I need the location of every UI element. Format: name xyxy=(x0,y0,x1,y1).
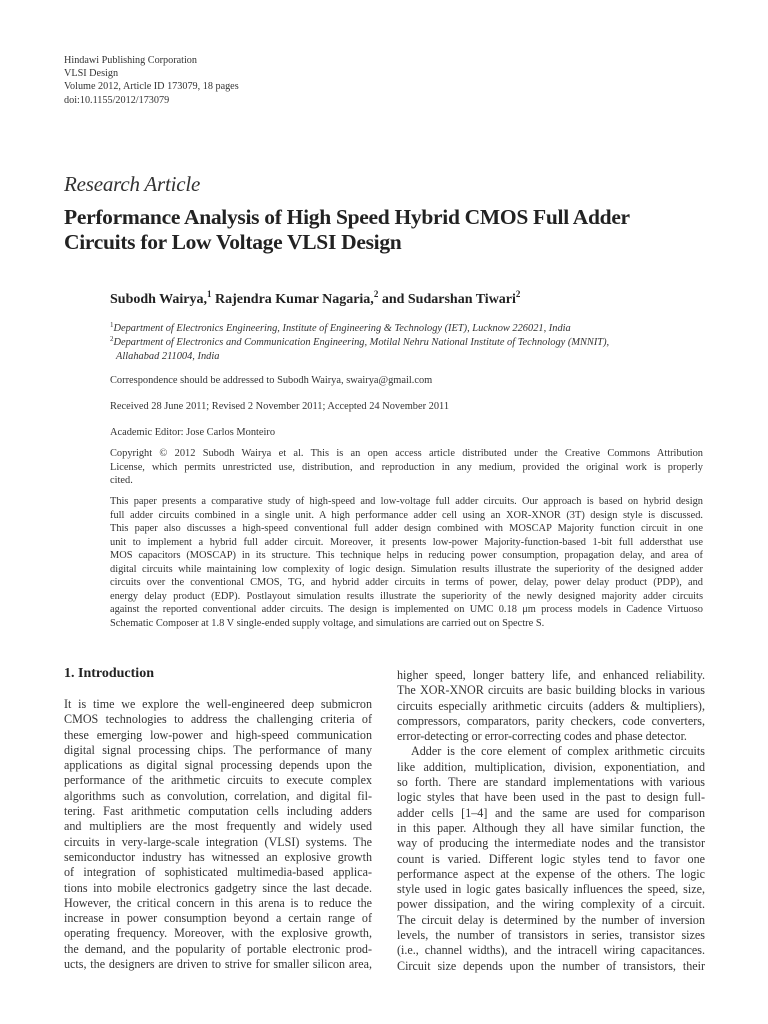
copyright-line: License, which permits unrestricted use, distribution, and reproduction in any medium, provided the original work is properly xyxy=(110,461,703,473)
body-line: ucts, the designers are driven to strive for smaller silicon area, xyxy=(64,957,372,972)
body-line: in this paper. Although they all have similar function, the xyxy=(397,820,705,835)
section-heading: 1. Introduction xyxy=(64,666,154,681)
body-line: performance aspect at the expense of the others. The logic xyxy=(397,866,705,881)
abstract xyxy=(110,495,703,630)
journal-header xyxy=(64,54,239,107)
affiliations xyxy=(110,322,609,364)
abstract-line: This paper also discusses a high-speed conventional full adder design combined with MOSCAP Majority function circuit in one xyxy=(110,523,703,534)
body-line: algorithms such as convolution, correlation, and digital fil- xyxy=(64,788,372,803)
volume-info: Volume 2012, Article ID 173079, 18 pages xyxy=(64,81,239,93)
body-line: compressors, comparators, parity checkers, code converters, xyxy=(397,713,705,728)
abstract-line: against the reported conventional adder circuits. The design is implemented on UMC 0.18 μm process models in Cadence Virtuoso xyxy=(110,604,703,615)
body-line: higher speed, longer battery life, and enhanced reliability. xyxy=(397,668,705,682)
author-name: Subodh Wairya, xyxy=(110,292,208,307)
body-line: digital signal processing chips. The performance of many xyxy=(64,742,372,757)
body-line: operating frequency. Moreover, with the explosive growth, xyxy=(64,926,372,941)
abstract-line: circuits over the conventional CMOS, TG, and hybrid adder circuits in terms of power, delay, power delay product (PDP), and xyxy=(110,577,703,588)
title-line: Performance Analysis of High Speed Hybrid CMOS Full Adder xyxy=(64,205,630,229)
body-line: these emerging low-power and high-speed communication xyxy=(64,727,372,742)
body-line: Adder is the core element of complex arithmetic circuits xyxy=(411,744,705,759)
body-line: of integration of sophisticated multimedia-based applica- xyxy=(64,865,372,880)
publisher: Hindawi Publishing Corporation xyxy=(64,55,197,66)
correspondence-text: Correspondence should be addressed to Subodh Wairya, xyxy=(110,375,347,386)
body-line: tions into mobile electronics gadgetry since the last decade. xyxy=(64,880,372,895)
title-line: Circuits for Low Voltage VLSI Design xyxy=(64,230,402,254)
body-line: power dissipation, and the wiring complexity of a circuit. xyxy=(397,897,705,912)
affiliation-mark: 2 xyxy=(110,335,114,343)
article-dates: Received 28 June 2011; Revised 2 November 2011; Accepted 24 November 2011 xyxy=(110,401,450,412)
abstract-line: This paper presents a comparative study of high-speed and low-voltage full adder circuits. Our approach is based on hybrid design xyxy=(110,496,703,507)
body-column-right xyxy=(397,668,705,974)
academic-editor: Academic Editor: Jose Carlos Monteiro xyxy=(110,427,276,438)
body-line: CMOS technologies to address the challenging criteria of xyxy=(64,712,372,727)
body-line: applications as digital signal processing depends upon the xyxy=(64,758,372,773)
author-name: and Sudarshan Tiwari xyxy=(378,292,516,307)
affiliation xyxy=(110,322,609,336)
abstract-line: digital circuits while maintaining low complexity of logic design. Simulation results illustrate the superiority of the designed adder xyxy=(110,563,703,575)
body-line: error-detecting or error-correcting codes and phase detector. xyxy=(397,729,687,744)
body-line: circuits especially arithmetic circuits (adders & multipliers), xyxy=(397,698,705,713)
affiliation-mark: 2 xyxy=(373,289,379,299)
body-line: semiconductor industry has witnessed an explosive growth xyxy=(64,849,372,864)
article-title xyxy=(64,205,630,255)
body-line: Circuit size depends upon the number of transistors, their xyxy=(397,958,705,973)
journal-name: VLSI Design xyxy=(64,68,119,80)
body-line: way of producing the intermediate nodes and the transistor xyxy=(397,836,705,851)
abstract-line: full adder circuits combined in a single unit. A high performance adder cell using an XOR-XNOR (3T) design style is discussed. xyxy=(110,509,703,521)
body-line: The circuit delay is determined by the number of inversion xyxy=(397,912,705,927)
article-type: Research Article xyxy=(64,172,201,196)
body-line: However, the critical concern in this arena is to reduce the xyxy=(64,895,372,910)
body-line: (i.e., channel widths), and the intracell wiring capacitances. xyxy=(397,943,705,958)
affiliation-text: Department of Electronics Engineering, Institute of Engineering & Technology (IET), Lucknow 226021, India xyxy=(113,323,571,334)
author-name: Rajendra Kumar Nagaria, xyxy=(211,292,374,307)
body-line: logic styles that have been used in the past to design full- xyxy=(397,790,705,805)
abstract-line: Schematic Composer at 1.8 V single-ended supply voltage, and simulations are carried out on Spectre S. xyxy=(110,617,545,629)
body-line: performance of the arithmetic circuits to execute complex xyxy=(64,773,372,788)
abstract-line: energy delay product (EDP). Postlayout simulation results illustrate the superiority of the newly designed majority adder circuits xyxy=(110,590,703,602)
body-line: the demand, and the popularity of portable electronic prod- xyxy=(64,941,372,956)
body-line: increase in power consumption beyond a certain range of xyxy=(64,911,372,926)
doi: doi:10.1155/2012/173079 xyxy=(64,94,170,106)
affiliation xyxy=(110,336,609,350)
affiliation-text: Department of Electronics and Communication Engineering, Motilal Nehru National Institute of Technology (MNNIT), xyxy=(113,337,610,348)
affiliation-mark: 1 xyxy=(207,289,212,299)
correspondence-email-link[interactable]: swairya@gmail.com xyxy=(346,375,433,386)
body-line: count is varied. Different logic styles tend to favor one xyxy=(397,851,705,866)
body-line: so forth. There are standard implementations with various xyxy=(397,775,705,790)
body-line: adder cells [1–4] and the same are used for comparison xyxy=(397,805,705,820)
affiliation-mark: 1 xyxy=(110,321,114,329)
copyright-line: Copyright © 2012 Subodh Wairya et al. This is an open access article distributed under the Creative Commons Attribution xyxy=(110,448,703,459)
author-list xyxy=(110,289,521,308)
body-line: and multipliers are the most frequently and widely used xyxy=(64,819,372,834)
copyright-line: cited. xyxy=(110,475,133,486)
body-line: It is time we explore the well-engineered deep submicron xyxy=(64,697,372,711)
body-line: like addition, multiplication, division, exponentiation, and xyxy=(397,759,705,774)
body-line: style used in logic gates basically influences the speed, size, xyxy=(397,882,705,897)
correspondence xyxy=(110,375,432,386)
copyright-notice xyxy=(110,447,703,488)
affiliation-mark: 2 xyxy=(515,289,521,299)
affiliation-continued: Allahabad 211004, India xyxy=(116,351,220,362)
abstract-line: MOS capacitors (MOSCAP) in its structure. This technique helps in reducing power consumption, propagation delay, and area of xyxy=(110,550,703,561)
body-line: tering. Fast arithmetic computation cells including adders xyxy=(64,804,372,819)
body-line: circuits in very-large-scale integration (VLSI) systems. The xyxy=(64,834,372,849)
body-line: levels, the number of transistors in series, transistor sizes xyxy=(397,928,705,943)
body-column-left xyxy=(64,697,372,972)
abstract-line: unit to implement a hybrid full adder circuit. Moreover, it presents low-power Majority-function-based 1-bit full addersthat use xyxy=(110,536,703,548)
body-line: The XOR-XNOR circuits are basic building blocks in various xyxy=(397,683,705,698)
